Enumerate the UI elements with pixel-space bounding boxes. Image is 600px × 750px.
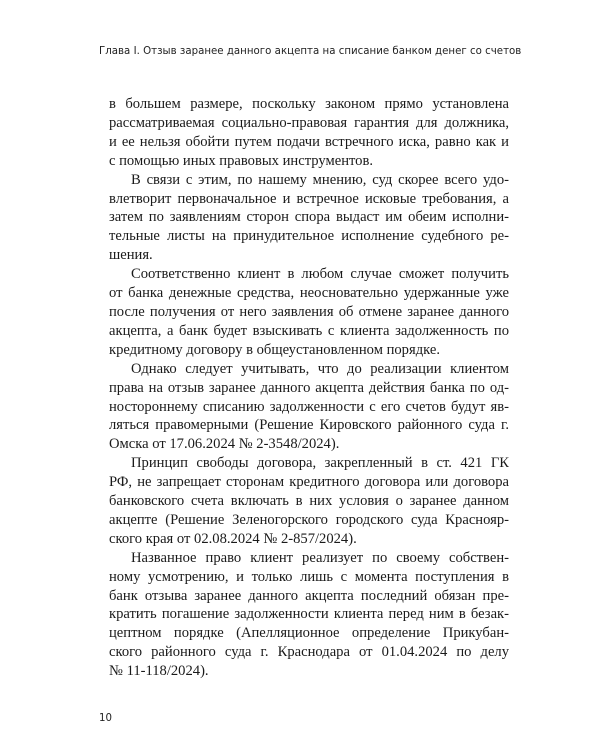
text-line: банковского счета включать в них условия о заранее данном <box>109 493 509 510</box>
text-line: от банка денежные средства, неосновательно удержанные уже <box>109 285 509 302</box>
text-line: В связи с этим, по нашему мнению, суд скорее всего удо- <box>131 171 509 188</box>
text-line: акцепта, а банк будет взыскивать с клиента задолженность по <box>109 322 509 339</box>
text-line: после получения от него заявления об отмене заранее данного <box>109 303 509 320</box>
text-line: затем по заявлениям сторон спора выдаст им обеим исполни- <box>109 209 509 226</box>
text-line: Принцип свободы договора, закрепленный в ст. 421 ГК <box>131 455 509 472</box>
text-line: РФ, не запрещает сторонам кредитного договора или договора <box>109 474 509 491</box>
text-line: акцепте (Решение Зеленогорского городского суда Краснояр- <box>109 511 509 528</box>
paragraph-5 <box>109 454 509 549</box>
text-line: Соответственно клиент в любом случае сможет получить <box>131 266 509 283</box>
body-text <box>109 95 509 681</box>
text-line: Омска от 17.06.2024 № 2-3548/2024). <box>109 436 340 453</box>
text-line: кратить погашение задолженности клиента перед ним в безак- <box>109 606 509 623</box>
text-line: права на отзыв заранее данного акцепта действия банка по од- <box>109 379 509 396</box>
text-line: тельные листы на принудительное исполнение судебного ре- <box>109 228 509 245</box>
text-line: ляться правомерными (Решение Кировского районного суда г. <box>109 417 509 434</box>
paragraph-1 <box>109 95 509 171</box>
text-line: и ее нельзя обойти путем подачи встречного иска, равно как и <box>109 133 509 150</box>
text-line: в большем размере, поскольку законом прямо установлена <box>109 96 509 112</box>
text-line: ностороннему списанию задолженности с его счетов будут яв- <box>109 398 509 415</box>
text-line: влетворит первоначальное и встречное исковые требования, а <box>109 190 509 207</box>
text-line: банк отзыва заранее данного акцепта последний обязан пре- <box>109 587 509 604</box>
text-line: с помощью иных правовых инструментов. <box>109 152 374 169</box>
paragraph-3 <box>109 265 509 360</box>
paragraph-2 <box>109 171 509 266</box>
paragraph-4 <box>109 360 509 455</box>
text-line: кредитному договору в общеустановленном порядке. <box>109 341 440 358</box>
page-number: 10 <box>99 713 112 724</box>
text-line: шения. <box>109 247 153 264</box>
text-line: ному усмотрению, и только лишь с момента поступления в <box>109 568 509 585</box>
text-line: цептном порядке (Апелляционное определение Прикубан- <box>109 625 509 642</box>
paragraph-6 <box>109 549 509 681</box>
text-line: Названное право клиент реализует по своему собствен- <box>131 549 509 566</box>
text-line: Однако следует учитывать, что до реализации клиентом <box>131 360 509 377</box>
running-header: Глава I. Отзыв заранее данного акцепта на списание банком денег со счетов <box>99 46 522 57</box>
text-line: ского районного суда г. Краснодара от 01.04.2024 по делу <box>109 644 509 661</box>
text-line: ского края от 02.08.2024 № 2-857/2024). <box>109 530 357 547</box>
text-line: рассматриваемая социально-правовая гарантия для должника, <box>109 114 509 131</box>
text-line: № 11-118/2024). <box>109 663 209 680</box>
